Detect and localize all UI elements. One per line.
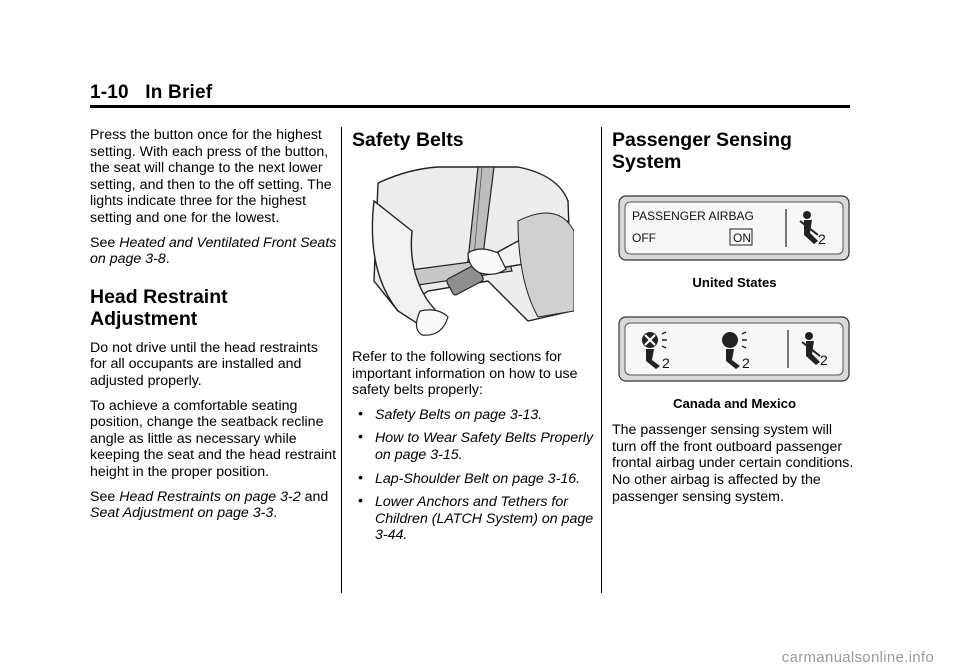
list-item[interactable]: • How to Wear Safety Belts Properly on page 3-15. — [358, 429, 594, 463]
seat-number: 2 — [818, 231, 826, 247]
paragraph-passenger-sensing: The passenger sensing system will turn off the front outboard passenger frontal airbag under certain conditions. No other airbag is affected by the passenger sensing system. — [612, 422, 854, 505]
list-item[interactable]: • Lower Anchors and Tethers for Children (LATCH System) on page 3-44. — [358, 493, 594, 544]
caption-united-states: United States — [692, 275, 777, 290]
header-rule — [90, 105, 850, 108]
seat-number: 2 — [820, 351, 828, 368]
link-seat-adjustment[interactable]: Seat Adjustment on page 3-3 — [90, 505, 274, 522]
bullet-icon: • — [358, 405, 363, 422]
seat-number: 2 — [742, 354, 750, 371]
watermark: carmanualsonline.info — [781, 649, 934, 666]
safety-belt-illustration — [368, 161, 574, 341]
airbag-status-panel-canada-mexico — [618, 316, 850, 382]
paragraph-seating-position: To achieve a comfortable seating position, change the seatback recline angle as little as necessary while keeping the seat and the head restraint height in the proper position. — [90, 397, 337, 480]
column-divider-1 — [341, 127, 342, 593]
heading-passenger-sensing: Passenger Sensing System — [612, 129, 792, 173]
heading-safety-belts: Safety Belts — [352, 129, 464, 151]
bullet-icon: • — [358, 469, 363, 486]
heading-head-restraint: Head Restraint Adjustment — [90, 285, 228, 330]
bullet-icon: • — [358, 429, 363, 446]
list-item[interactable]: • Safety Belts on page 3-13. — [358, 405, 543, 423]
link-heated-seats[interactable]: Heated and Ventilated Front Seats on page 3-8 — [90, 234, 337, 268]
see-head-restraints: See Head Restraints on page 3-2 and Seat Adjustment on page 3-3. — [90, 488, 329, 522]
link-head-restraints[interactable]: Head Restraints on page 3-2 — [119, 488, 301, 505]
safety-belt-reference-list — [352, 407, 600, 544]
panel-label-off: OFF — [632, 231, 656, 245]
column-left — [90, 127, 338, 530]
column-divider-2 — [601, 127, 602, 593]
caption-canada-mexico: Canada and Mexico — [672, 395, 797, 411]
list-item[interactable]: • Lap-Shoulder Belt on page 3-16. — [358, 469, 581, 487]
section-title: In Brief — [145, 82, 213, 103]
paragraph-heat-settings: Press the button once for the highest setting. With each press of the button, the seat will change to the next lower setting, and then to the off setting. The lights indicate three for the highest setting and one for the lowest. — [90, 127, 332, 226]
airbag-status-panel-us — [618, 195, 850, 261]
panel-label-on: ON — [733, 231, 751, 245]
page-header — [90, 82, 850, 104]
paragraph-refer-sections: Refer to the following sections for important information on how to use safety belts properly: — [352, 349, 578, 399]
bullet-icon: • — [358, 493, 363, 510]
column-right — [612, 127, 857, 513]
seat-number: 2 — [662, 354, 670, 371]
panel-label-passenger-airbag: PASSENGER AIRBAG — [632, 209, 754, 223]
page-number: 1-10 — [90, 82, 129, 103]
paragraph-head-restraints: Do not drive until the head restraints for all occupants are installed and adjusted properly. — [90, 339, 318, 389]
see-heated-seats: See Heated and Ventilated Front Seats on page 3-8. — [90, 234, 337, 268]
column-middle — [352, 127, 600, 551]
